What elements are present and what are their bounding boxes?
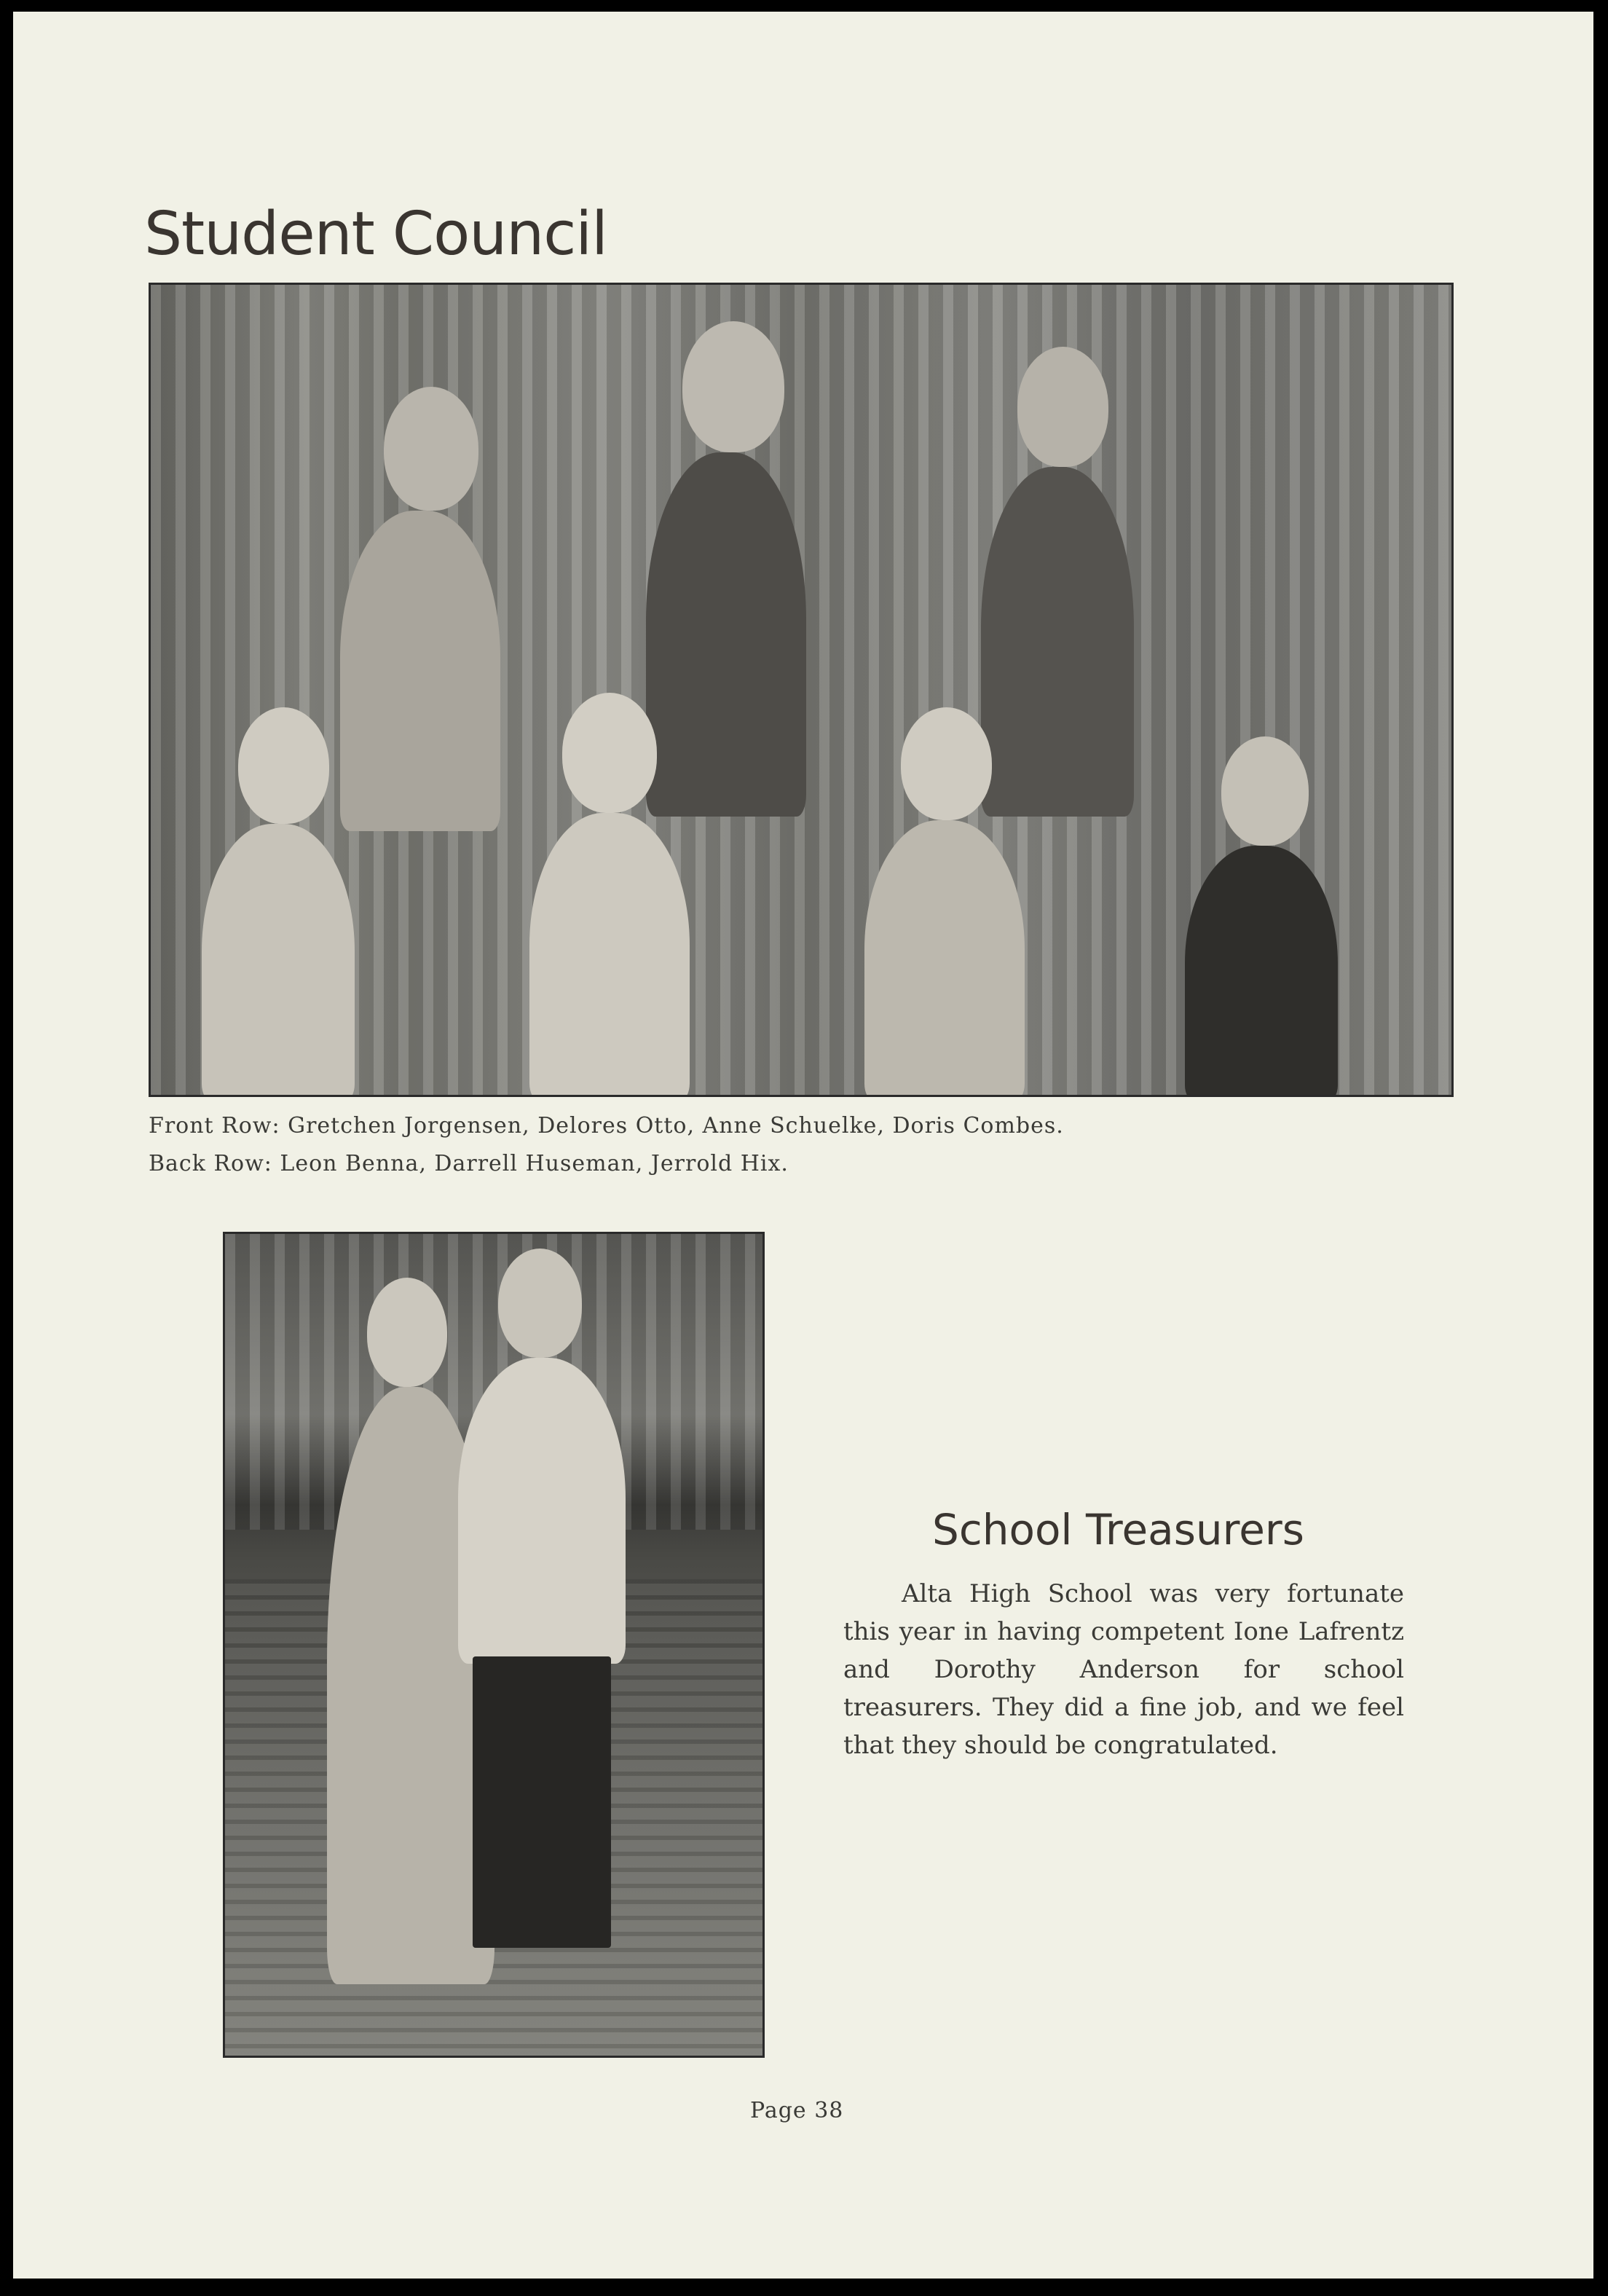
student-figure [340,387,500,853]
yearbook-page [13,12,1593,2279]
page-number: Page 38 [750,2098,844,2123]
student-figure [458,1249,626,1977]
school-treasurers-heading: School Treasurers [932,1505,1304,1554]
student-figure [202,707,355,1097]
student-council-photo [149,283,1454,1097]
school-treasurers-text: Alta High School was very fortunate this year in having competent Ione Lafrentz and Dorothy Anderson for school treasurers. They did a fine job, and we feel that they should be congratulated. [843,1579,1404,1760]
student-figure [1185,736,1338,1097]
front-row-caption: Front Row: Gretchen Jorgensen, Delores Otto, Anne Schuelke, Doris Combes. [149,1113,1064,1139]
student-figure [529,693,690,1097]
school-treasurers-photo [223,1232,765,2058]
student-figure [864,707,1025,1097]
back-row-caption: Back Row: Leon Benna, Darrell Huseman, Jerrold Hix. [149,1151,789,1176]
page-title: Student Council [144,200,607,269]
